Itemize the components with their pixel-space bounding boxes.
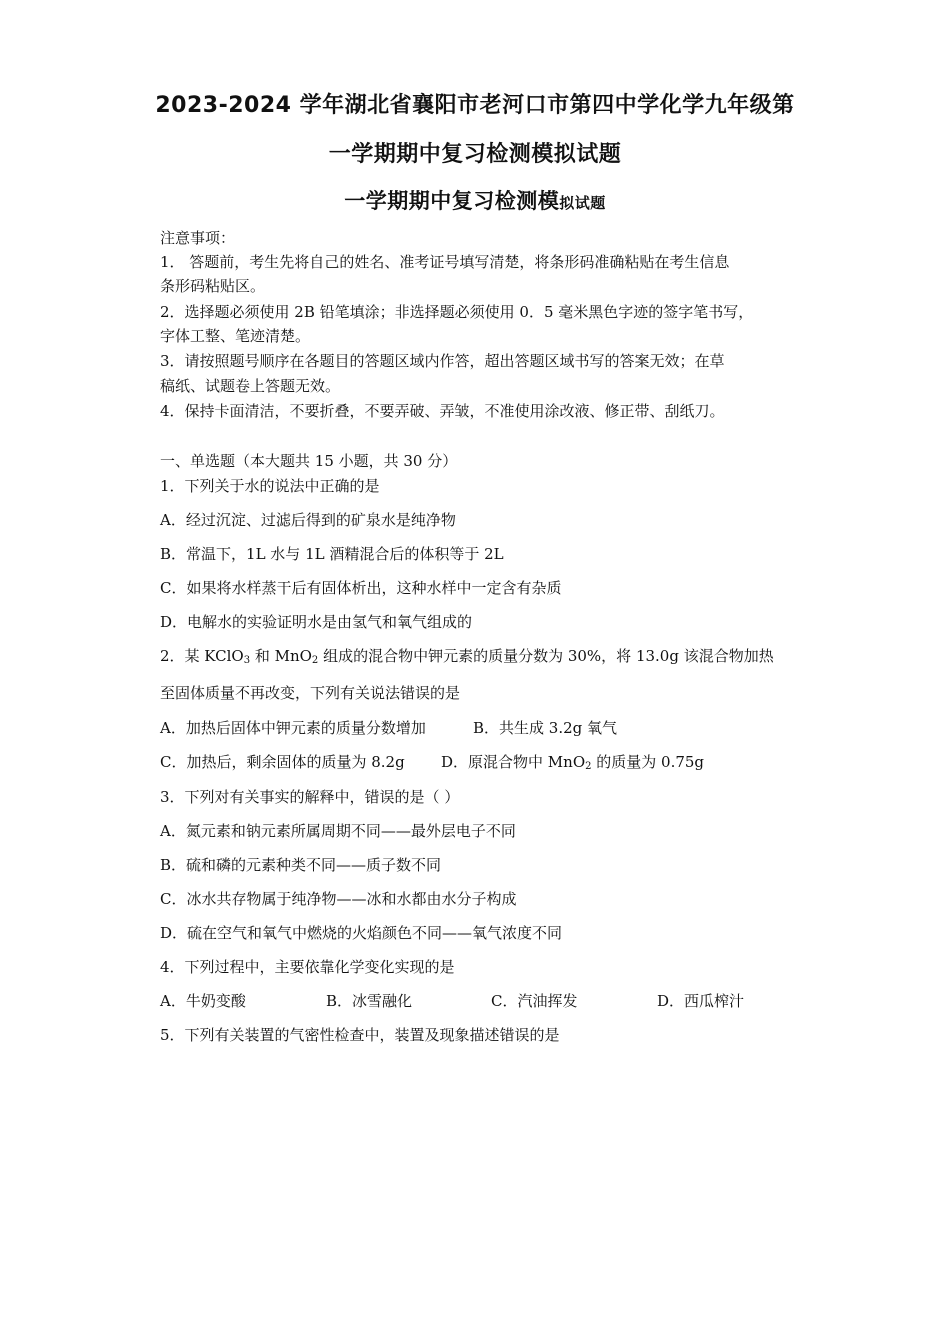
question-5-stem: 5．下列有关装置的气密性检查中，装置及现象描述错误的是 xyxy=(160,1026,560,1044)
note-4: 4．保持卡面清洁，不要折叠，不要弄破、弄皱，不准使用涂改液、修正带、刮纸刀。 xyxy=(160,402,725,420)
exam-title-line-3 xyxy=(0,185,950,215)
note-3: 3．请按照题号顺序在各题目的答题区域内作答，超出答题区域书写的答案无效；在草 xyxy=(160,352,725,370)
note-1: 1． 答题前，考生先将自己的姓名、准考证号填写清楚，将条形码准确粘贴在考生信息 xyxy=(160,253,730,271)
question-1-option-d: D．电解水的实验证明水是由氢气和氧气组成的 xyxy=(160,613,473,631)
q2-stem-part: 2．某 KClO xyxy=(160,647,244,665)
note-2: 2．选择题必须使用 2B 铅笔填涂；非选择题必须使用 0．5 毫米黑色字迹的签字笔书写， xyxy=(160,303,754,321)
question-2-option-b: B．共生成 3.2g 氧气 xyxy=(473,719,618,737)
question-1-option-c: C．如果将水样蒸干后有固体析出，这种水样中一定含有杂质 xyxy=(160,579,562,597)
note-1-cont: 条形码粘贴区。 xyxy=(160,277,266,295)
question-4-option-a: A．牛奶变酸 xyxy=(160,992,246,1010)
q2-d-sub-2: 2 xyxy=(585,761,592,772)
note-2-cont: 字体工整、笔迹清楚。 xyxy=(160,327,311,345)
question-2-option-c: C．加热后，剩余固体的质量为 8.2g xyxy=(160,753,405,771)
question-4-option-d: D．西瓜榨汁 xyxy=(657,992,745,1010)
question-2-stem xyxy=(160,646,774,666)
question-3-option-b: B．硫和磷的元素种类不同——质子数不同 xyxy=(160,856,442,874)
question-1-option-a: A．经过沉淀、过滤后得到的矿泉水是纯净物 xyxy=(160,511,456,529)
question-3-option-d: D．硫在空气和氧气中燃烧的火焰颜色不同——氧气浓度不同 xyxy=(160,924,563,942)
q2-stem-part: 和 MnO xyxy=(250,647,312,665)
question-2-option-a: A．加热后固体中钾元素的质量分数增加 xyxy=(160,719,426,737)
question-3-option-a: A．氮元素和钠元素所属周期不同——最外层电子不同 xyxy=(160,822,516,840)
question-3-option-c: C．冰水共存物属于纯净物——冰和水都由水分子构成 xyxy=(160,890,517,908)
question-2-stem-cont: 至固体质量不再改变，下列有关说法错误的是 xyxy=(160,684,461,702)
q2-d-part: 的质量为 0.75g xyxy=(591,753,705,771)
question-1-option-b: B．常温下，1L 水与 1L 酒精混合后的体积等于 2L xyxy=(160,545,504,563)
question-4-stem: 4．下列过程中，主要依靠化学变化实现的是 xyxy=(160,958,455,976)
q2-stem-part: 组成的混合物中钾元素的质量分数为 30%，将 13.0g 该混合物加热 xyxy=(318,647,774,665)
question-1-stem: 1．下列关于水的说法中正确的是 xyxy=(160,477,380,495)
question-4-option-b: B．冰雪融化 xyxy=(326,992,413,1010)
section-heading: 一、单选题（本大题共 15 小题，共 30 分） xyxy=(160,452,458,470)
q2-sub-2: 2 xyxy=(311,655,319,666)
question-2-option-d xyxy=(441,752,704,772)
question-3-stem: 3．下列对有关事实的解释中，错误的是（ ） xyxy=(160,788,460,806)
q2-sub-3: 3 xyxy=(243,655,251,666)
exam-title-line-1: 2023-2024 学年湖北省襄阳市老河口市第四中学化学九年级第 xyxy=(155,93,795,118)
question-4-option-c: C．汽油挥发 xyxy=(491,992,578,1010)
note-3-cont: 稿纸、试题卷上答题无效。 xyxy=(160,377,341,395)
notes-heading: 注意事项： xyxy=(160,229,236,247)
exam-title-line-2: 一学期期中复习检测模拟试题 xyxy=(328,142,622,167)
exam-title-line-3-small: 拟试题 xyxy=(559,194,606,212)
q2-d-part: D．原混合物中 MnO xyxy=(441,753,586,771)
exam-title-line-3-main: 一学期期中复习检测模 xyxy=(344,189,560,213)
